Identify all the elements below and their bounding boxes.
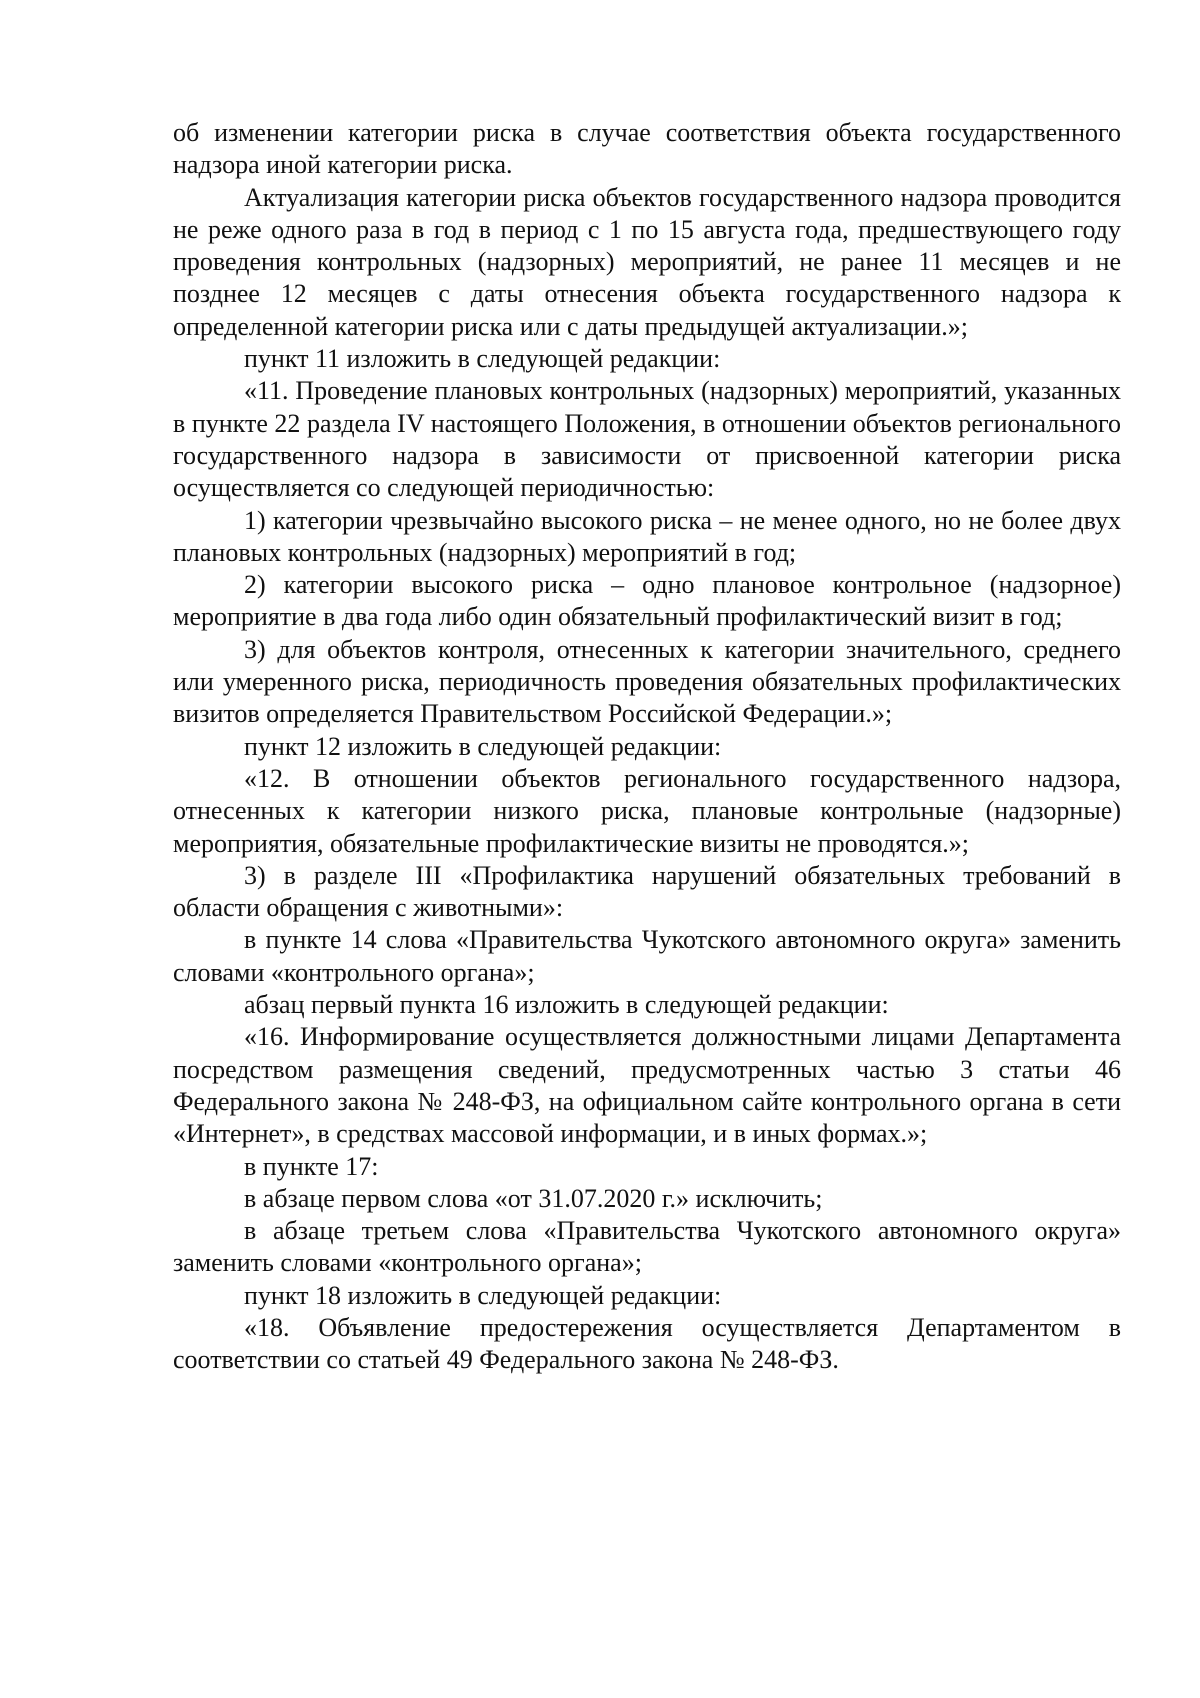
paragraph: в пункте 17: — [244, 1151, 379, 1181]
paragraph: в абзаце первом слова «от 31.07.2020 г.» исключить; — [244, 1183, 823, 1213]
paragraph: «18. Объявление предостережения осуществляется Департаментом в соответствии со статьей 49 Федерального закона № 248-ФЗ. — [173, 1312, 1121, 1375]
paragraph: пункт 11 изложить в следующей редакции: — [244, 344, 721, 374]
paragraph: пункт 12 изложить в следующей редакции: — [244, 731, 722, 761]
list-item: 2) категории высокого риска – одно плановое контрольное (надзорное) мероприятие в два года либо один обязательный профилактический визит в год; — [173, 570, 1121, 632]
list-item: 3) для объектов контроля, отнесенных к категории значительного, среднего или умеренного риска, периодичность проведения обязательных профилактических визитов определяется Правительством Российской Федерации.»; — [173, 634, 1121, 729]
paragraph: абзац первый пункта 16 изложить в следующей редакции: — [244, 990, 889, 1020]
paragraph: «11. Проведение плановых контрольных (надзорных) мероприятий, указанных в пункте 22 раздела IV настоящего Положения, в отношении объектов регионального государственного надзора в зависимости от присвоенной категории риска осуществляется со следующей периодичностью: — [173, 376, 1121, 503]
paragraph: «16. Информирование осуществляется должностными лицами Департамента посредством размещения сведений, предусмотренных частью 3 статьи 46 Федерального закона № 248-ФЗ, на официальном сайте контрольного органа в сети «Интернет», в средствах массовой информации, и в иных формах.»; — [173, 1022, 1121, 1149]
document-body — [173, 117, 1121, 1377]
paragraph: в абзаце третьем слова «Правительства Чукотского автономного округа» заменить словами «контрольного органа»; — [173, 1216, 1121, 1278]
paragraph: Актуализация категории риска объектов государственного надзора проводится не реже одного раза в год в период с 1 по 15 августа года, предшествующего году проведения контрольных (надзорных) мероприятий, не ранее 11 месяцев и не позднее 12 месяцев с даты отнесения объекта государственного надзора к определенной категории риска или с даты предыдущей актуализации.»; — [173, 182, 1121, 341]
paragraph: «12. В отношении объектов регионального государственного надзора, отнесенных к категории низкого риска, плановые контрольные (надзорные) мероприятия, обязательные профилактические визиты не проводятся.»; — [173, 763, 1121, 858]
list-item: 1) категории чрезвычайно высокого риска – не менее одного, но не более двух плановых контрольных (надзорных) мероприятий в год; — [173, 505, 1121, 567]
paragraph: в пункте 14 слова «Правительства Чукотского автономного округа» заменить словами «контрольного органа»; — [173, 925, 1121, 987]
paragraph: пункт 18 изложить в следующей редакции: — [244, 1280, 722, 1310]
paragraph: об изменении категории риска в случае соответствия объекта государственного надзора иной категории риска. — [173, 118, 1121, 180]
paragraph: 3) в разделе III «Профилактика нарушений обязательных требований в области обращения с животными»: — [173, 860, 1121, 923]
